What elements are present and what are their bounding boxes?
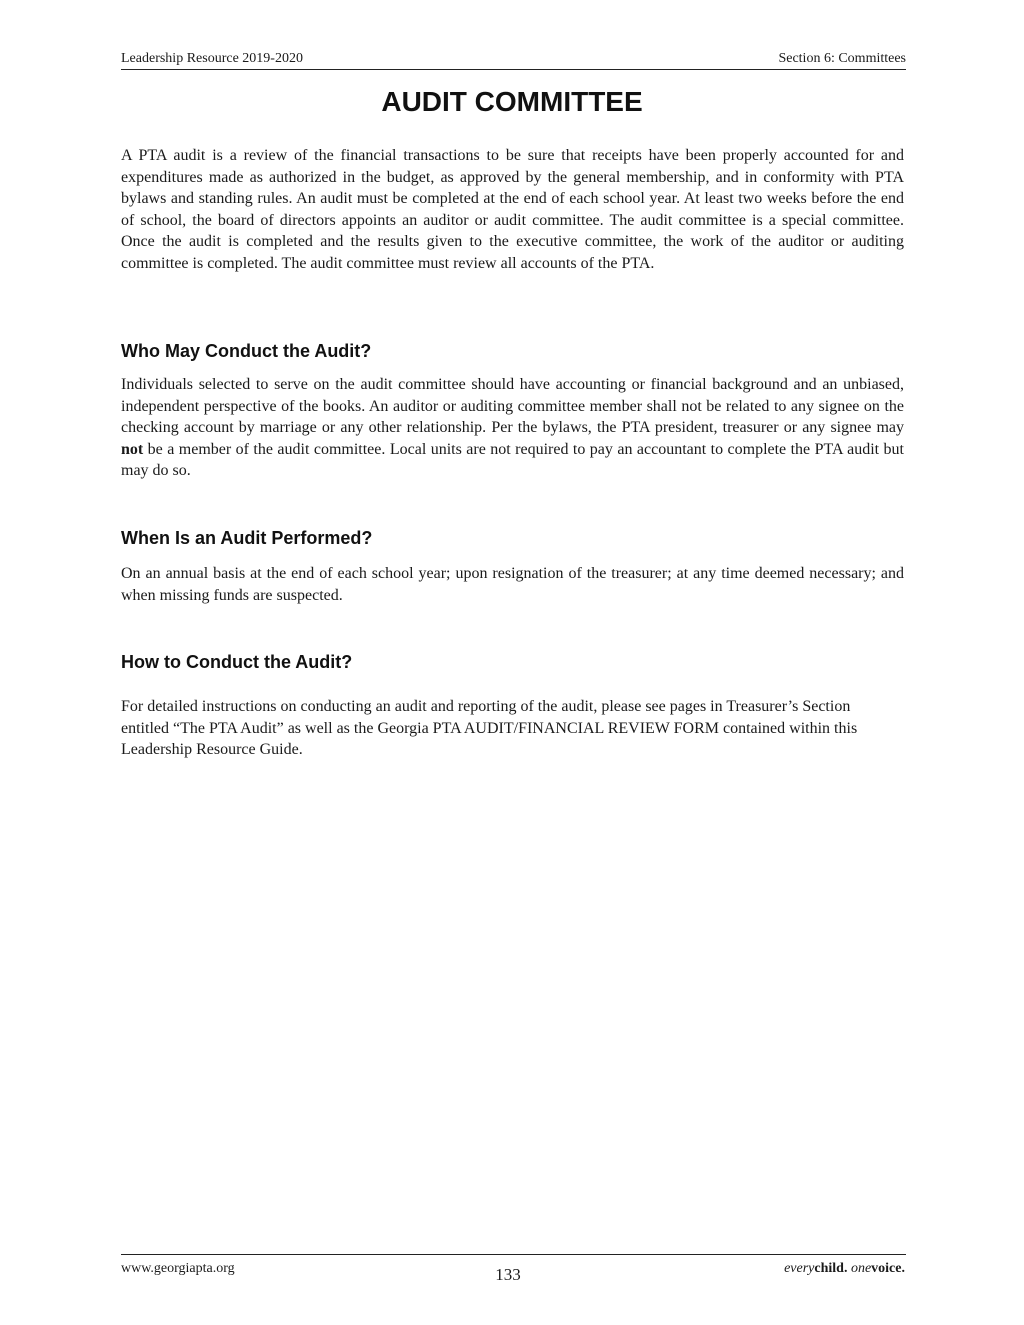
intro-paragraph: A PTA audit is a review of the financial transactions to be sure that receipts have been properly accounted for and expenditures made as authorized in the budget, as approved by the general membership, and in conformity with PTA bylaws and standing rules. An audit must be completed at the end of each school year. At least two weeks before the end of school, the board of directors appoints an auditor or audit committee. The audit committee is a special committee. Once the audit is completed and the results given to the executive committee, the work of the auditor or auditing committee is completed. The audit committee must review all accounts of the PTA. xyxy=(121,147,904,272)
section-heading-when: When Is an Audit Performed? xyxy=(121,528,373,548)
slogan-child: child. xyxy=(814,1261,848,1276)
footer-slogan xyxy=(784,1261,905,1277)
section-body-who-bold: not xyxy=(121,440,144,458)
section-body-who xyxy=(121,374,904,482)
section-body-who-text-2: be a member of the audit committee. Local units are not required to pay an accountant to complete the PTA audit but may do so. xyxy=(121,440,904,479)
page-title: AUDIT COMMITTEE xyxy=(381,86,643,117)
footer-divider xyxy=(121,1254,906,1255)
slogan-voice: voice. xyxy=(871,1261,905,1276)
section-heading-how: How to Conduct the Audit? xyxy=(121,652,353,672)
section-body-how: For detailed instructions on conducting an audit and reporting of the audit, please see pages in Treasurer’s Section entitled “The PTA Audit” as well as the Georgia PTA AUDIT/FINANCIAL REVIEW FORM contained within this Leadership Resource Guide. xyxy=(121,698,858,758)
section-body-when: On an annual basis at the end of each school year; upon resignation of the treasurer; at any time deemed necessary; and when missing funds are suspected. xyxy=(121,565,904,604)
header-document-title: Leadership Resource 2019-2020 xyxy=(121,51,303,66)
slogan-every: every xyxy=(784,1261,815,1276)
footer-website-link[interactable]: www.georgiapta.org xyxy=(121,1261,235,1276)
section-body-who-text-1: Individuals selected to serve on the audit committee should have accounting or financial background and an unbiased, independent perspective of the books. An auditor or auditing committee member shall not be related to any signee on the checking account by marriage or any other relationship. Per the bylaws, the PTA president, treasurer or any signee may xyxy=(121,376,904,436)
slogan-one: one xyxy=(850,1261,872,1276)
page-header xyxy=(121,50,906,70)
header-section-label: Section 6: Committees xyxy=(778,51,906,66)
section-heading-who: Who May Conduct the Audit? xyxy=(121,341,372,361)
page-number: 133 xyxy=(495,1265,521,1284)
